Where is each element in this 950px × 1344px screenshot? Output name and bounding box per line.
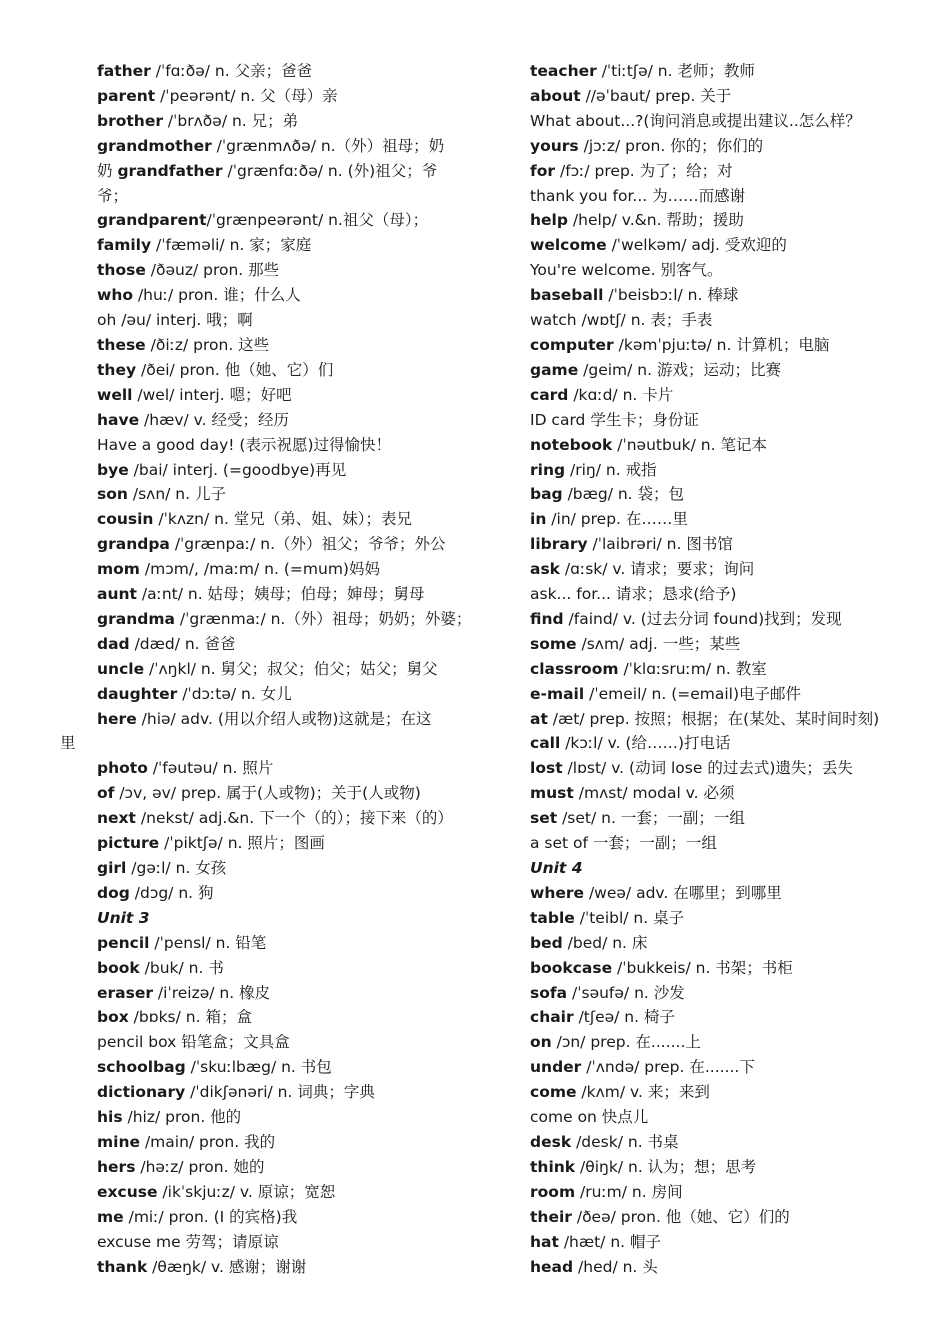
vocab-entry <box>530 134 920 159</box>
vocab-entry <box>97 781 469 806</box>
vocab-entry <box>97 956 469 981</box>
vocab-entry <box>530 1155 920 1180</box>
vocab-word: box <box>97 1008 129 1027</box>
vocab-word: hat <box>530 1232 559 1251</box>
vocab-definition: /ˈʌŋkl/ n. 舅父；叔父；伯父；姑父；舅父 <box>144 659 438 678</box>
vocab-entry <box>97 657 469 682</box>
vocab-word: parent <box>97 86 156 105</box>
vocab-word: these <box>97 335 146 354</box>
vocab-entry <box>97 1055 469 1080</box>
vocab-word: photo <box>97 759 148 778</box>
vocab-word: cousin <box>97 510 154 529</box>
vocab-word: bye <box>97 460 129 479</box>
vocab-word: daughter <box>97 684 178 703</box>
vocab-definition: /ðeə/ pron. 他（她、它）们的 <box>571 1207 790 1226</box>
vocab-definition: /bɒks/ n. 箱；盒 <box>128 1008 252 1027</box>
vocab-definition: /jɔːz/ pron. 你的；你们的 <box>578 136 764 155</box>
vocab-entry <box>97 981 469 1006</box>
vocab-entry <box>530 433 920 458</box>
vocab-word: well <box>97 385 133 404</box>
vocab-entry <box>530 657 920 682</box>
vocab-entry <box>530 383 920 408</box>
vocab-entry <box>97 134 469 159</box>
vocab-definition: /ˈskuːlbæg/ n. 书包 <box>185 1058 332 1077</box>
vocab-definition: /ˈteibl/ n. 桌子 <box>574 908 685 927</box>
vocab-entry <box>530 931 920 956</box>
vocab-definition: /nekst/ adj.&n. 下一个（的）；接下来（的） <box>135 809 453 828</box>
vocab-definition: /hed/ n. 头 <box>573 1257 658 1276</box>
vocab-definition: /ˈdikʃənəri/ n. 词典；字典 <box>185 1083 375 1102</box>
vocab-entry <box>97 1105 469 1130</box>
vocab-definition: /ˈklɑːsruːm/ n. 教室 <box>618 659 767 678</box>
vocab-definition: /ðiːz/ pron. 这些 <box>145 335 270 354</box>
unit-heading: Unit 3 <box>97 908 150 927</box>
vocab-definition: What about...?(询问消息或提出建议..怎么样？ <box>530 111 861 130</box>
vocab-word: set <box>530 809 558 828</box>
vocab-word: aunt <box>97 585 137 604</box>
vocab-word: game <box>530 360 579 379</box>
vocab-definition: /kʌm/ v. 来；来到 <box>576 1083 710 1102</box>
vocab-word: call <box>530 734 561 753</box>
vocab-word: thank <box>97 1257 148 1276</box>
vocab-word: grandma <box>97 609 175 628</box>
vocab-definition: pencil box 铅笔盒；文具盒 <box>97 1033 290 1052</box>
vocab-word: bag <box>530 485 563 504</box>
vocab-definition: /buk/ n. 书 <box>139 958 224 977</box>
vocab-word: of <box>97 784 115 803</box>
vocab-word: sofa <box>530 983 568 1002</box>
vocab-definition: a set of 一套；一副；一组 <box>530 834 717 853</box>
vocab-definition: /ˈgrænmaː/ n.（外）祖母；奶奶；外婆； <box>174 609 472 628</box>
vocab-entry <box>97 632 469 657</box>
vocab-definition: /sʌn/ n. 儿子 <box>127 485 226 504</box>
vocab-word: help <box>530 211 568 230</box>
vocab-definition: /ˈgrænfɑːðə/ n. (外)祖父；爷 <box>222 161 438 180</box>
vocab-word: mom <box>97 560 140 579</box>
vocab-word: they <box>97 360 137 379</box>
vocab-definition: /miː/ pron. (I 的宾格)我 <box>123 1207 298 1226</box>
vocab-definition: /aːnt/ n. 姑母；姨母；伯母；婶母；舅母 <box>136 585 425 604</box>
vocab-definition: /fɔː/ prep. 为了；给；对 <box>555 161 733 180</box>
vocab-word: desk <box>530 1132 572 1151</box>
vocab-entry <box>530 1230 920 1255</box>
vocab-definition: /kɑːd/ n. 卡片 <box>568 385 674 404</box>
vocab-entry <box>530 632 920 657</box>
vocab-entry <box>530 84 920 109</box>
vocab-entry <box>97 258 469 283</box>
vocab-entry <box>530 159 920 184</box>
vocab-word: dad <box>97 634 130 653</box>
vocab-entry <box>530 756 920 781</box>
vocab-entry <box>97 557 469 582</box>
vocab-entry <box>97 856 469 881</box>
vocab-definition: /main/ pron. 我的 <box>140 1132 276 1151</box>
vocab-entry <box>530 582 920 607</box>
vocab-word: dictionary <box>97 1083 186 1102</box>
vocab-definition: /ˈbrʌðə/ n. 兄；弟 <box>163 111 299 130</box>
vocab-entry <box>97 358 469 383</box>
vocab-word: have <box>97 410 140 429</box>
vocab-definition: /ðəuz/ pron. 那些 <box>145 261 280 280</box>
vocab-word: those <box>97 261 146 280</box>
vocab-word: bookcase <box>530 958 613 977</box>
vocab-definition: /həːz/ pron. 她的 <box>135 1157 265 1176</box>
vocab-entry <box>530 1205 920 1230</box>
vocab-word: son <box>97 485 128 504</box>
vocab-definition: /ˈfæməli/ n. 家；家庭 <box>151 236 312 255</box>
vocab-definition: /set/ n. 一套；一副；一组 <box>557 809 745 828</box>
vocab-word: must <box>530 784 574 803</box>
vocab-definition: /tʃeə/ n. 椅子 <box>573 1008 675 1027</box>
vocab-entry <box>530 1055 920 1080</box>
vocab-definition: /ˈʌndə/ prep. 在.......下 <box>581 1058 755 1077</box>
vocab-entry <box>97 607 472 632</box>
vocab-word: yours <box>530 136 579 155</box>
vocab-definition: /θiŋk/ n. 认为；想；思考 <box>575 1157 757 1176</box>
vocab-word: about <box>530 86 581 105</box>
vocab-entry <box>530 507 920 532</box>
vocab-entry <box>97 283 469 308</box>
vocab-definition: /ˈbukkeis/ n. 书架；书柜 <box>612 958 793 977</box>
vocab-entry <box>97 1005 469 1030</box>
vocab-definition: /ˈsəufə/ n. 沙发 <box>567 983 685 1002</box>
vocab-word: brother <box>97 111 163 130</box>
vocab-definition: oh /əu/ interj. 哦；啊 <box>97 311 253 330</box>
vocab-word: who <box>97 286 134 305</box>
vocab-definition: /ˈnəutbuk/ n. 笔记本 <box>612 435 767 454</box>
vocab-word: for <box>530 161 556 180</box>
vocab-definition: /ruːm/ n. 房间 <box>575 1182 683 1201</box>
vocab-entry <box>530 881 920 906</box>
vocab-word: ring <box>530 460 566 479</box>
vocab-definition: /ˈemeil/ n. (=email)电子邮件 <box>584 684 802 703</box>
vocab-entry <box>97 433 469 458</box>
vocab-definition: /kəmˈpjuːtə/ n. 计算机；电脑 <box>613 335 830 354</box>
vocab-word: find <box>530 609 564 628</box>
vocab-entry <box>97 881 469 906</box>
vocab-entry <box>530 532 920 557</box>
vocab-entry <box>530 607 920 632</box>
vocab-definition: //əˈbaut/ prep. 关于 <box>580 86 732 105</box>
vocab-entry <box>97 482 469 507</box>
vocab-word: hers <box>97 1157 136 1176</box>
vocab-word: ask <box>530 560 560 579</box>
vocab-entry <box>530 682 920 707</box>
vocab-entry <box>97 1230 469 1255</box>
vocab-entry <box>97 931 469 956</box>
vocab-word: grandfather <box>117 161 223 180</box>
vocab-word: bed <box>530 933 563 952</box>
vocab-definition: /help/ v.&n. 帮助；援助 <box>567 211 744 230</box>
vocab-entry <box>530 1080 920 1105</box>
vocab-entry <box>97 831 469 856</box>
vocab-word: table <box>530 908 575 927</box>
vocab-entry <box>97 682 469 707</box>
vocab-definition: /iˈreizə/ n. 橡皮 <box>153 983 271 1002</box>
vocab-definition: /ˈlaibrəri/ n. 图书馆 <box>587 535 733 554</box>
vocab-word: me <box>97 1207 124 1226</box>
vocab-word: head <box>530 1257 574 1276</box>
vocab-entry <box>97 109 469 134</box>
vocab-definition: /dɔg/ n. 狗 <box>129 883 214 902</box>
vocab-entry <box>530 258 920 283</box>
vocab-entry <box>530 333 920 358</box>
vocab-word: under <box>530 1058 582 1077</box>
vocab-word: where <box>530 883 585 902</box>
vocab-definition: /gəːl/ n. 女孩 <box>126 859 227 877</box>
vocab-entry <box>97 308 469 333</box>
vocab-definition: /ðei/ pron. 他（她、它）们 <box>136 360 334 379</box>
vocab-word: his <box>97 1108 123 1127</box>
vocab-word: excuse <box>97 1182 158 1201</box>
vocab-definition: /ˈfəutəu/ n. 照片 <box>147 759 274 778</box>
vocab-definition: thank you for... 为……而感谢 <box>530 186 746 205</box>
vocab-word: classroom <box>530 659 619 678</box>
vocab-entry <box>530 233 920 258</box>
vocab-definition: /hiz/ pron. 他的 <box>122 1108 242 1127</box>
vocab-entry <box>530 358 920 383</box>
vocab-word: girl <box>97 859 127 877</box>
vocab-word: on <box>530 1033 552 1052</box>
vocab-entry <box>530 831 920 856</box>
vocab-entry <box>97 1155 469 1180</box>
unit-heading: Unit 4 <box>530 859 583 877</box>
vocab-entry <box>530 458 920 483</box>
vocab-word: e-mail <box>530 684 585 703</box>
vocab-entry <box>530 956 920 981</box>
vocab-entry <box>97 208 469 233</box>
vocab-word: picture <box>97 834 160 853</box>
vocab-entry <box>97 532 469 557</box>
vocab-definition: /wel/ interj. 嗯；好吧 <box>132 385 292 404</box>
vocab-definition: /riŋ/ n. 戒指 <box>565 460 657 479</box>
vocab-word: eraser <box>97 983 153 1002</box>
vocab-definition: /dæd/ n. 爸爸 <box>129 634 236 653</box>
vocab-definition: /desk/ n. 书桌 <box>571 1132 679 1151</box>
vocab-entry <box>97 383 469 408</box>
vocab-entry <box>97 806 469 831</box>
vocab-definition: /hæt/ n. 帽子 <box>558 1232 662 1251</box>
vocab-definition: /ɔv, əv/ prep. 属于(人或物)；关于(人或物) <box>114 784 421 803</box>
vocab-definition: 奶 <box>97 161 118 180</box>
vocab-entry <box>97 84 469 109</box>
vocab-definition: /ˈpiktʃə/ n. 照片；图画 <box>159 834 325 853</box>
vocab-word: library <box>530 535 588 554</box>
vocab-definition: /ˈfɑːðə/ n. 父亲；爸爸 <box>150 62 313 80</box>
vocab-word: dog <box>97 883 130 902</box>
vocab-definition: /bed/ n. 床 <box>562 933 648 952</box>
vocab-entry <box>97 507 469 532</box>
vocab-word: baseball <box>530 286 604 305</box>
vocab-definition: 爷； <box>97 186 129 205</box>
vocab-definition: /ɔn/ prep. 在.......上 <box>551 1033 701 1052</box>
vocab-definition: /ˈgrænmʌðə/ n.（外）祖母；奶 <box>211 136 445 155</box>
vocab-definition: excuse me 劳驾；请原谅 <box>97 1232 279 1251</box>
vocab-entry <box>97 1080 469 1105</box>
vocab-entry <box>97 458 469 483</box>
vocabulary-column-left <box>60 59 472 1279</box>
vocab-entry <box>97 184 469 209</box>
vocab-entry <box>530 1105 920 1130</box>
vocab-word: welcome <box>530 236 607 255</box>
vocab-entry <box>530 557 920 582</box>
vocabulary-column-right <box>530 59 920 1279</box>
vocab-definition: /æt/ prep. 按照；根据；在(某处、某时间时刻) <box>547 709 880 728</box>
vocab-definition: /huː/ pron. 谁；什么人 <box>133 286 301 305</box>
vocab-word: grandmother <box>97 136 212 155</box>
vocab-entry <box>530 59 920 84</box>
vocab-definition: /in/ prep. 在……里 <box>546 510 688 529</box>
vocab-definition: /ˈkʌzn/ n. 堂兄（弟、姐、妹）；表兄 <box>153 510 413 529</box>
vocab-word: computer <box>530 335 614 354</box>
vocab-entry <box>530 1180 920 1205</box>
vocab-definition: /sʌm/ adj. 一些；某些 <box>576 634 741 653</box>
vocab-entry <box>530 208 920 233</box>
vocab-definition: You're welcome. 别客气。 <box>530 261 723 280</box>
vocab-definition: ask... for... 请求；恳求(给予) <box>530 585 737 604</box>
vocab-word: mine <box>97 1132 141 1151</box>
vocab-entry <box>97 1030 469 1055</box>
vocab-word: father <box>97 62 151 80</box>
vocab-definition: /ˈpeərənt/ n. 父（母）亲 <box>155 86 338 105</box>
vocab-definition: /faind/ v. (过去分词 found)找到；发现 <box>563 609 842 628</box>
vocab-definition: /hiə/ adv. (用以介绍人或物)这就是；在这 <box>136 709 432 728</box>
vocab-word: grandparent <box>97 211 207 230</box>
vocab-definition: /ˈtiːtʃə/ n. 老师；教师 <box>596 62 755 80</box>
vocab-word: come <box>530 1083 577 1102</box>
vocab-definition: /ikˈskjuːz/ v. 原谅；宽恕 <box>157 1182 336 1201</box>
vocab-word: teacher <box>530 62 597 80</box>
vocab-entry <box>530 408 920 433</box>
vocab-entry <box>530 781 920 806</box>
vocab-definition: /ˈgrænpeərənt/ n.祖父（母）； <box>206 211 429 230</box>
vocab-entry <box>97 707 469 732</box>
vocab-definition: /kɔːl/ v. (给……)打电话 <box>560 734 731 753</box>
vocab-word: think <box>530 1157 576 1176</box>
vocab-definition: ID card 学生卡；身份证 <box>530 410 699 429</box>
vocab-entry <box>530 482 920 507</box>
vocab-entry <box>530 1005 920 1030</box>
vocab-entry <box>97 159 469 184</box>
vocab-entry <box>97 1180 469 1205</box>
vocab-entry <box>530 109 920 134</box>
vocab-definition: /geim/ n. 游戏；运动；比赛 <box>578 360 781 379</box>
vocab-definition: /lɒst/ v. (动词 lose 的过去式)遗失；丢失 <box>562 759 853 778</box>
vocab-entry <box>97 1255 469 1280</box>
vocab-entry <box>530 1030 920 1055</box>
vocab-definition: /ˈgrænpaː/ n.（外）祖父；爷爷；外公 <box>169 535 446 554</box>
vocab-word: notebook <box>530 435 613 454</box>
vocab-word: uncle <box>97 659 145 678</box>
vocab-entry <box>530 184 920 209</box>
vocab-definition: /hæv/ v. 经受；经历 <box>139 410 289 429</box>
vocab-entry <box>530 707 920 732</box>
vocab-entry <box>97 582 469 607</box>
vocab-entry <box>97 756 469 781</box>
vocab-word: book <box>97 958 140 977</box>
vocab-definition: /θæŋk/ v. 感谢；谢谢 <box>147 1257 307 1276</box>
vocab-word: in <box>530 510 547 529</box>
vocab-entry <box>530 806 920 831</box>
vocab-word: here <box>97 709 137 728</box>
vocab-word: pencil <box>97 933 150 952</box>
vocab-definition: /ˈpensl/ n. 铅笔 <box>149 933 267 952</box>
vocab-word: card <box>530 385 569 404</box>
vocab-word: chair <box>530 1008 574 1027</box>
vocab-definition: come on 快点儿 <box>530 1108 649 1127</box>
vocab-definition: watch /wɒtʃ/ n. 表；手表 <box>530 311 713 330</box>
vocab-word: lost <box>530 759 563 778</box>
vocab-word: grandpa <box>97 535 170 554</box>
vocab-entry <box>97 333 469 358</box>
vocab-word: some <box>530 634 577 653</box>
vocab-definition: Have a good day! (表示祝愿)过得愉快！ <box>97 435 392 454</box>
vocab-entry <box>530 283 920 308</box>
vocab-definition: /weə/ adv. 在哪里；到哪里 <box>584 883 782 902</box>
vocab-entry <box>97 59 469 84</box>
vocab-word: at <box>530 709 548 728</box>
vocab-definition: /mɔm/, /maːm/ n. (=mum)妈妈 <box>139 560 380 579</box>
vocab-definition: /bai/ interj. (=goodbye)再见 <box>128 460 347 479</box>
vocab-definition: /ɑːsk/ v. 请求；要求；询问 <box>560 560 755 579</box>
vocab-entry <box>97 1130 469 1155</box>
vocab-entry <box>530 308 920 333</box>
vocab-definition: /ˈbeisbɔːl/ n. 棒球 <box>603 286 739 305</box>
vocab-entry <box>97 1205 469 1230</box>
vocab-entry <box>97 233 469 258</box>
vocab-word: their <box>530 1207 572 1226</box>
vocab-definition: /mʌst/ modal v. 必须 <box>573 784 735 803</box>
vocab-definition: /bæg/ n. 袋；包 <box>562 485 685 504</box>
vocab-entry <box>530 1130 920 1155</box>
vocab-entry <box>530 981 920 1006</box>
vocab-definition: /ˈdɔːtə/ n. 女儿 <box>177 684 292 703</box>
wrapped-text: 里 <box>60 734 76 753</box>
vocab-word: next <box>97 809 136 828</box>
vocab-entry <box>530 731 920 756</box>
vocab-entry <box>530 1255 920 1280</box>
vocab-entry <box>530 906 920 931</box>
vocab-word: family <box>97 236 152 255</box>
vocab-entry <box>97 408 469 433</box>
vocab-word: room <box>530 1182 576 1201</box>
vocab-definition: /ˈwelkəm/ adj. 受欢迎的 <box>606 236 787 255</box>
vocab-word: schoolbag <box>97 1058 186 1077</box>
